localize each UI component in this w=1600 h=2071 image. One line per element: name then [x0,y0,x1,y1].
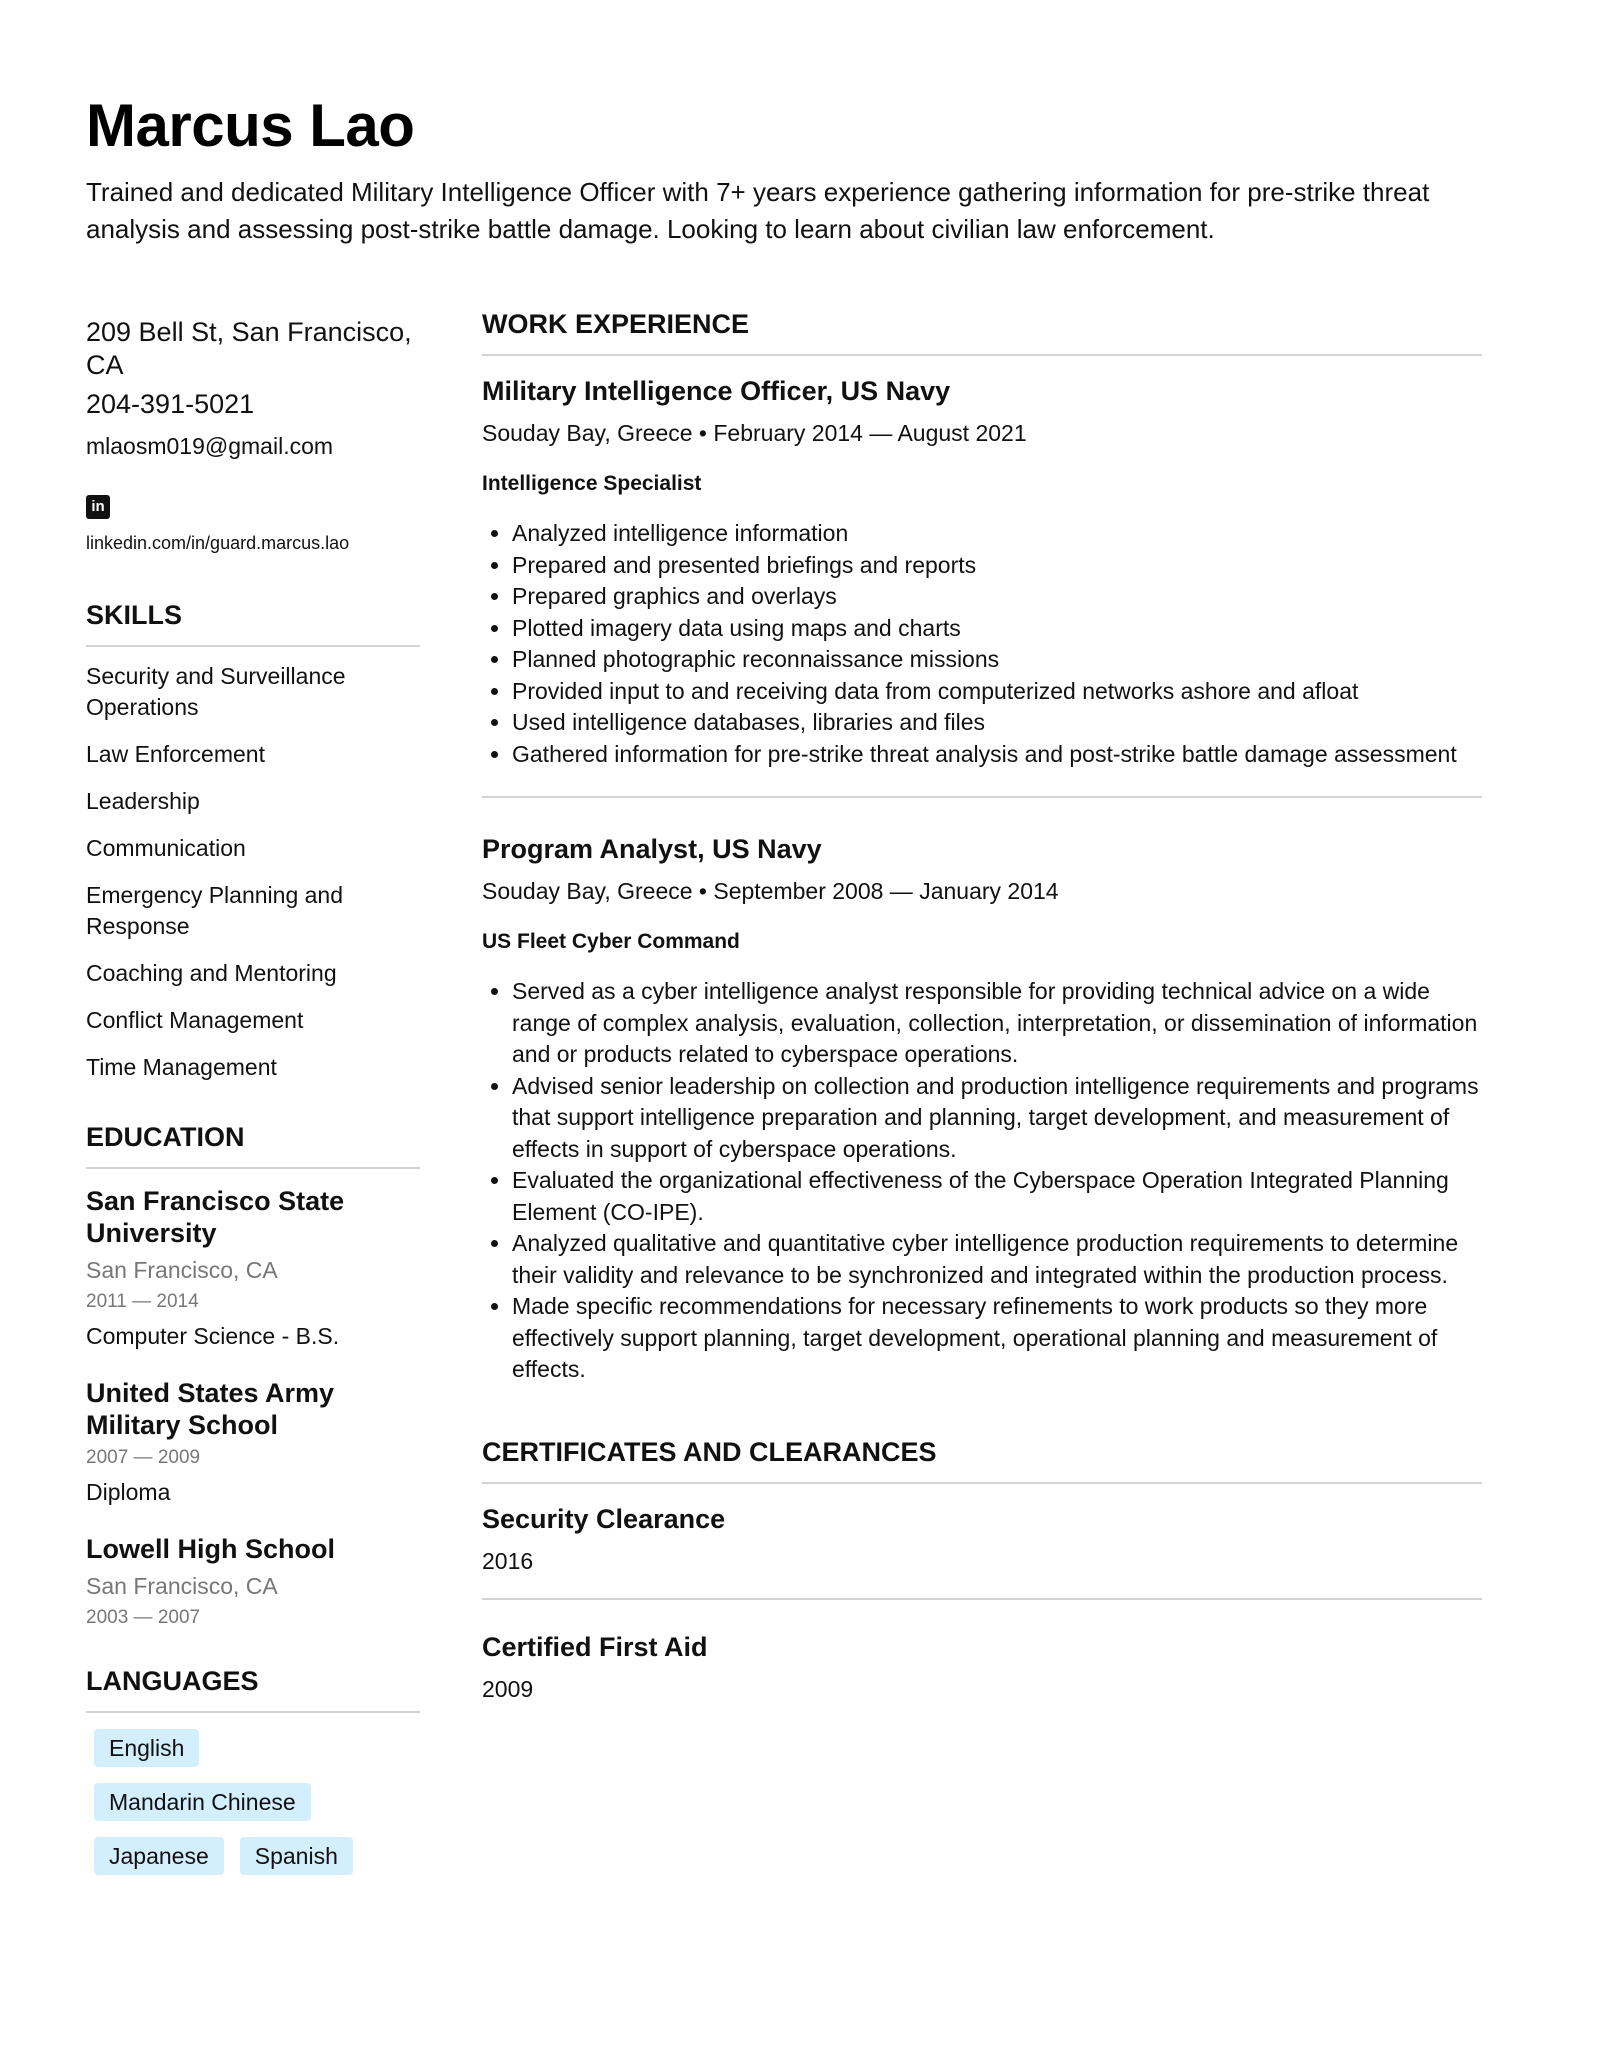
skill-item: Leadership [86,788,200,814]
skill-item: Time Management [86,1054,277,1080]
profile-summary: Trained and dedicated Military Intelligence Officer with 7+ years experience gathering information for pre-strike threat analysis and assessing post-strike battle damage. Looking to learn about civilian law enforcement. [86,177,1430,244]
education-heading: EDUCATION [86,1121,420,1169]
language-tag: English [94,1729,199,1767]
job-title: Program Analyst, US Navy [482,834,822,864]
language-tag: Spanish [240,1837,353,1875]
job-bullet: • Prepared and presented briefings and reports [512,550,1482,582]
certificate-entry [482,1630,1482,1704]
job-subtitle: Intelligence Specialist [482,472,702,495]
job-subtitle: US Fleet Cyber Command [482,930,740,953]
address: 209 Bell St, San Francisco, CA [86,317,412,380]
certificate-name: Security Clearance [482,1503,726,1534]
skills-heading: SKILLS [86,599,420,647]
language-tag: Mandarin Chinese [94,1783,311,1821]
job-entry [482,832,1482,1386]
school-dates: 2003 — 2007 [86,1607,201,1628]
job-bullet: • Provided input to and receiving data from computerized networks ashore and afloat [512,676,1482,708]
language-tags [86,1729,394,1891]
school-degree: Computer Science - B.S. [86,1323,340,1349]
job-bullet: • Analyzed intelligence information [512,518,1482,550]
job-meta: Souday Bay, Greece • February 2014 — August 2021 [482,420,1027,446]
certificate-name: Certified First Aid [482,1631,708,1662]
education-section [86,1121,420,1631]
school-location: San Francisco, CA [86,1573,278,1599]
job-bullets [482,518,1482,770]
linkedin-icon: in [86,495,110,519]
certificate-year: 2009 [482,1675,534,1702]
skill-item: Law Enforcement [86,741,265,767]
job-bullet: • Evaluated the organizational effectiveness of the Cyberspace Operation Integrated Planning Element (CO-IPE). [512,1165,1482,1228]
candidate-name: Marcus Lao [86,92,415,159]
certificates-section [482,1436,1482,1704]
job-bullet: • Used intelligence databases, libraries and files [512,707,1482,739]
job-bullet: • Plotted imagery data using maps and charts [512,613,1482,645]
school-dates: 2011 — 2014 [86,1291,199,1312]
skills-list [86,661,420,1083]
job-entry [482,374,1482,770]
certificate-entry [482,1502,1482,1576]
school-location: San Francisco, CA [86,1257,278,1283]
linkedin-link[interactable]: linkedin.com/in/guard.marcus.lao [86,533,350,553]
right-column [482,308,1482,1704]
skill-item: Emergency Planning and Response [86,882,343,939]
skills-section [86,599,420,1083]
job-bullet: • Gathered information for pre-strike threat analysis and post-strike battle damage assessment [512,739,1482,771]
job-bullet: • Planned photographic reconnaissance missions [512,644,1482,676]
certificates-heading: CERTIFICATES AND CLEARANCES [482,1436,1482,1484]
certificate-year: 2016 [482,1547,534,1574]
languages-section [86,1665,420,1891]
job-meta: Souday Bay, Greece • September 2008 — January 2014 [482,878,1059,904]
job-bullet: • Served as a cyber intelligence analyst responsible for providing technical advice on a wide range of complex analysis, evaluation, collection, interpretation, or dissemination of information and or products related to cyberspace operations. [512,976,1482,1071]
divider [482,796,1482,798]
job-bullet: • Advised senior leadership on collection and production intelligence requirements and programs that support intelligence preparation and planning, target development, and measurement of effects in support of cyberspace operations. [512,1071,1482,1166]
work-experience-heading: WORK EXPERIENCE [482,308,1482,356]
divider [482,1598,1482,1600]
languages-heading: LANGUAGES [86,1665,420,1713]
job-bullets [482,976,1482,1386]
school-name: San Francisco State University [86,1186,345,1248]
work-experience-section [482,308,1482,1386]
school-name: Lowell High School [86,1534,335,1564]
skill-item: Coaching and Mentoring [86,960,337,986]
school-degree: Diploma [86,1479,171,1505]
contact-section [86,316,420,555]
school-dates: 2007 — 2009 [86,1447,201,1468]
education-item [86,1377,420,1507]
resume-header [86,88,1526,248]
skill-item: Security and Surveillance Operations [86,663,346,720]
skill-item: Communication [86,835,246,861]
education-item [86,1185,420,1351]
job-bullet: • Analyzed qualitative and quantitative cyber intelligence production requirements to determine their validity and relevance to be synchronized and integrated within the production process. [512,1228,1482,1291]
skill-item: Conflict Management [86,1007,304,1033]
education-item [86,1533,420,1631]
email: mlaosm019@gmail.com [86,433,334,459]
school-name: United States Army Military School [86,1378,335,1440]
job-bullet: • Prepared graphics and overlays [512,581,1482,613]
language-tag: Japanese [94,1837,224,1875]
phone: 204-391-5021 [86,389,255,419]
job-title: Military Intelligence Officer, US Navy [482,376,951,406]
job-bullet: • Made specific recommendations for necessary refinements to work products so they more effectively support planning, target development, operational planning and measurement of effects. [512,1291,1482,1386]
left-column [86,316,420,1891]
